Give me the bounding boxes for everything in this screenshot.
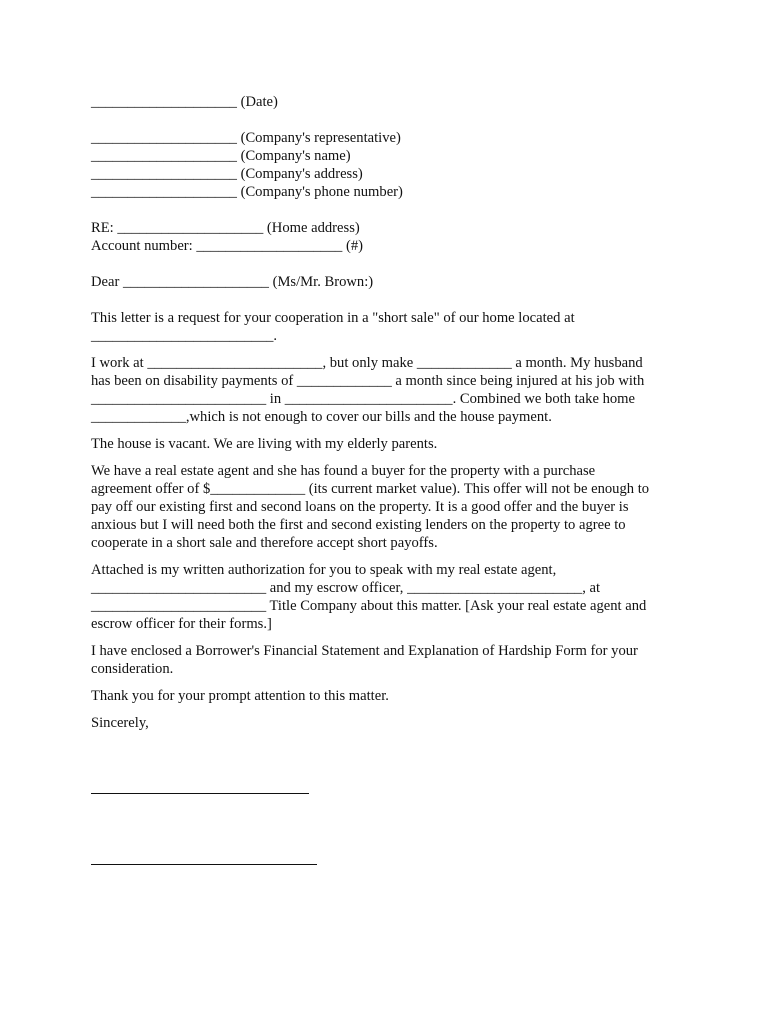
signature-line-1 bbox=[91, 793, 309, 794]
spacer bbox=[91, 453, 681, 462]
paragraph-line: ________________________ in _______________________. Combined we both take home bbox=[91, 391, 635, 407]
spacer bbox=[91, 426, 681, 435]
paragraph-line: escrow officer for their forms.] bbox=[91, 616, 272, 632]
spacer bbox=[91, 678, 681, 687]
paragraph-line: agreement offer of $_____________ (its current market value). This offer will not be enough to bbox=[91, 481, 650, 497]
paragraph-buyer bbox=[91, 462, 681, 552]
paragraph-line: I work at ________________________, but only make _____________ a month. My husband bbox=[91, 355, 643, 371]
company-representative-line: ____________________ (Company's representative) bbox=[91, 130, 401, 146]
account-number-line: Account number: ____________________ (#) bbox=[91, 238, 363, 254]
spacer bbox=[91, 291, 681, 309]
signature-line-2 bbox=[91, 864, 317, 865]
paragraph-line: I have enclosed a Borrower's Financial Statement and Explanation of Hardship Form for your bbox=[91, 643, 638, 659]
paragraph-line: This letter is a request for your cooperation in a "short sale" of our home located at bbox=[91, 310, 575, 326]
paragraph-line: Thank you for your prompt attention to this matter. bbox=[91, 688, 389, 704]
spacer bbox=[91, 705, 681, 714]
paragraph-line: ________________________ and my escrow officer, ________________________, at bbox=[91, 580, 601, 596]
re-line: RE: ____________________ (Home address) bbox=[91, 220, 360, 236]
letter-page bbox=[91, 93, 681, 732]
spacer bbox=[91, 111, 681, 129]
paragraph-line: _____________,which is not enough to cover our bills and the house payment. bbox=[91, 409, 552, 425]
paragraph-enclosed bbox=[91, 642, 681, 678]
paragraph-line: ________________________ Title Company about this matter. [Ask your real estate agent and bbox=[91, 598, 647, 614]
company-phone-line: ____________________ (Company's phone number) bbox=[91, 184, 403, 200]
salutation: Dear ____________________ (Ms/Mr. Brown:) bbox=[91, 274, 374, 290]
company-block bbox=[91, 129, 681, 201]
spacer bbox=[91, 201, 681, 219]
spacer bbox=[91, 633, 681, 642]
company-name-line: ____________________ (Company's name) bbox=[91, 148, 351, 164]
date-line: ____________________ (Date) bbox=[91, 94, 278, 110]
paragraph-line: cooperate in a short sale and therefore accept short payoffs. bbox=[91, 535, 438, 551]
re-block bbox=[91, 219, 681, 255]
spacer bbox=[91, 345, 681, 354]
paragraph-line: Attached is my written authorization for you to speak with my real estate agent, bbox=[91, 562, 557, 578]
company-address-line: ____________________ (Company's address) bbox=[91, 166, 363, 182]
paragraph-authorization bbox=[91, 561, 681, 633]
paragraph-line: consideration. bbox=[91, 661, 174, 677]
paragraph-line: anxious but I will need both the first and second existing lenders on the property to agree to bbox=[91, 517, 626, 533]
paragraph-line: _________________________. bbox=[91, 328, 278, 344]
paragraph-thanks bbox=[91, 687, 681, 705]
paragraph-income bbox=[91, 354, 681, 426]
paragraph-vacant bbox=[91, 435, 681, 453]
spacer bbox=[91, 255, 681, 273]
spacer bbox=[91, 552, 681, 561]
paragraph-request bbox=[91, 309, 681, 345]
paragraph-line: pay off our existing first and second loans on the property. It is a good offer and the buyer is bbox=[91, 499, 629, 515]
closing: Sincerely, bbox=[91, 715, 149, 731]
paragraph-line: The house is vacant. We are living with my elderly parents. bbox=[91, 436, 438, 452]
paragraph-line: has been on disability payments of _____________ a month since being injured at his job with bbox=[91, 373, 645, 389]
paragraph-line: We have a real estate agent and she has found a buyer for the property with a purchase bbox=[91, 463, 596, 479]
